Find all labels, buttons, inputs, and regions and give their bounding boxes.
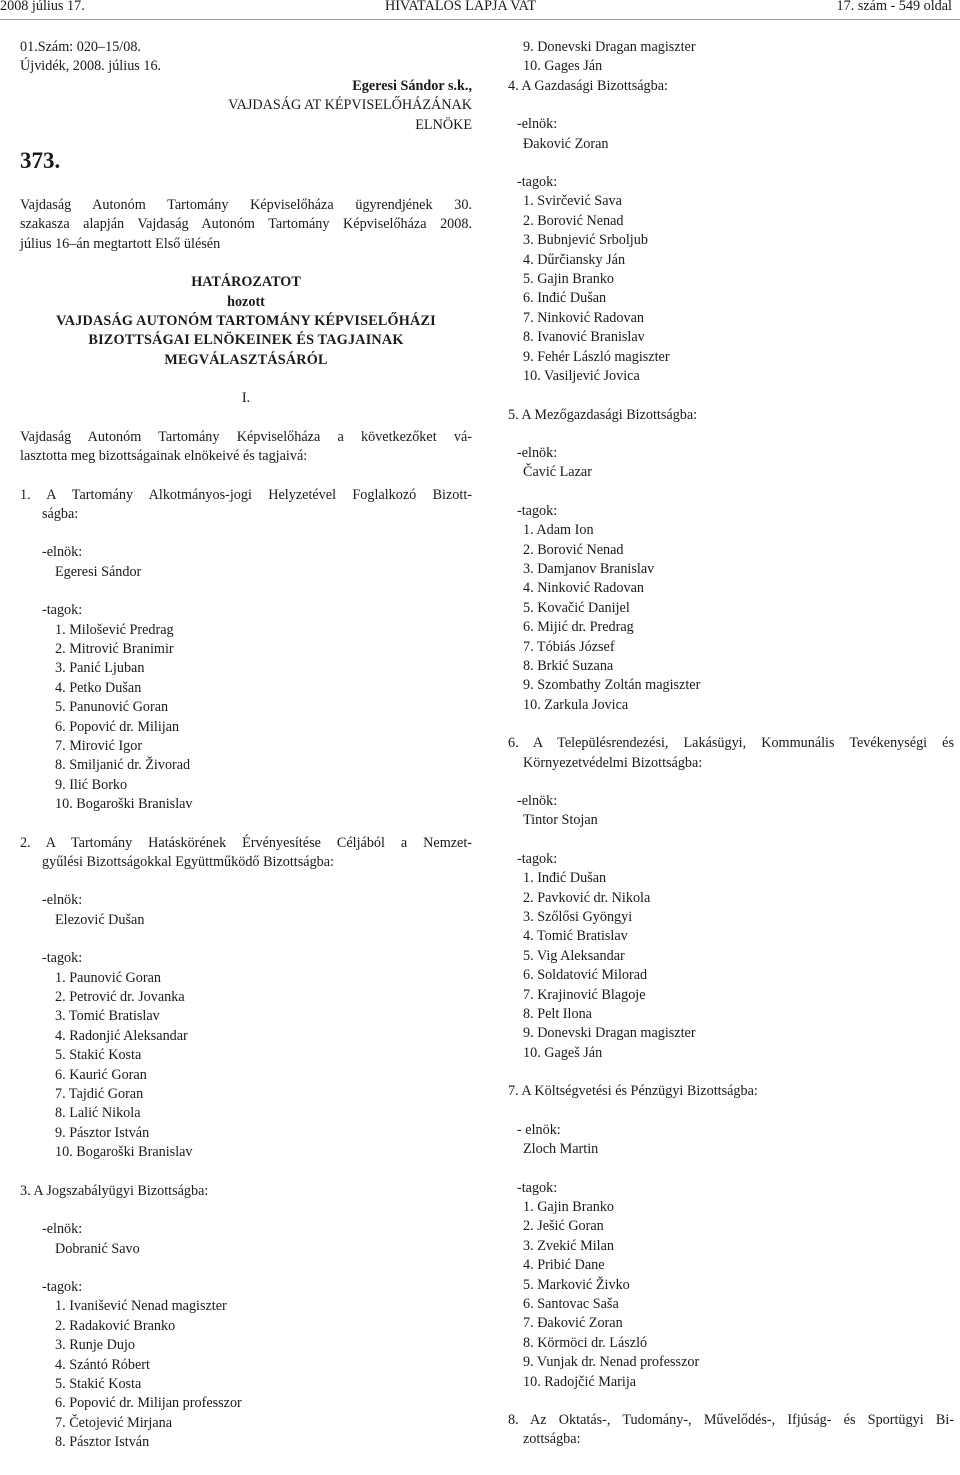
committee-3-chair: Dobranić Savo: [55, 1240, 140, 1257]
committee-7-members: [508, 1198, 954, 1392]
committee-1-heading-line1: 1. A Tartomány Alkotmányos-jogi Helyzetével Foglalkozó Bizott-: [20, 486, 472, 503]
reference-number: 01.Szám: 020–15/08.: [20, 39, 141, 55]
list-item: 1. Svirčević Sava: [523, 193, 622, 210]
list-item: 1. Milošević Predrag: [55, 621, 174, 638]
list-item: 1. Ivanišević Nenad magiszter: [55, 1298, 227, 1315]
committee-6-members: [508, 869, 954, 1063]
committee-8-heading-line1: 8. Az Oktatás-, Tudomány-, Művelődés-, Ifjúság- és Sportügyi Bi-: [508, 1411, 954, 1428]
committee-4-members-label: -tagok:: [517, 174, 558, 191]
list-item: 8. Lalić Nikola: [55, 1105, 141, 1122]
committee-7-heading: 7. A Költségvetési és Pénzügyi Bizottságba:: [508, 1083, 758, 1100]
list-item: 7. Tajdić Goran: [55, 1086, 144, 1103]
list-item: 10. Bogaroški Branislav: [55, 1144, 193, 1161]
list-item: 10. Gages Ján: [523, 58, 603, 75]
list-item: 2. Borović Nenad: [523, 212, 624, 229]
committee-2-members-label: -tagok:: [42, 950, 83, 967]
list-item: 4. Szántó Róbert: [55, 1356, 150, 1373]
decision-subject-line2: BIZOTTSÁGAI ELNÖKEINEK ÉS TAGJAINAK: [88, 332, 404, 349]
list-item: 1. Inđić Dušan: [523, 870, 607, 887]
committee-1-heading-line2: ságba:: [42, 505, 79, 522]
committee-2-heading-line1: 2. A Tartomány Hatáskörének Érvényesítése Céljából a Nemzet-: [20, 834, 472, 851]
list-item: 6. Mijić dr. Predrag: [523, 619, 634, 636]
list-item: 6. Popović dr. Milijan professzor: [55, 1395, 242, 1412]
signer-title-line2: ELNÖKE: [415, 116, 472, 133]
list-item: 7. Krajinović Blagoje: [523, 986, 646, 1003]
list-item: 9. Fehér László magiszter: [523, 348, 670, 365]
left-column: [20, 38, 472, 1453]
list-item: 2. Petrović dr. Jovanka: [55, 989, 185, 1006]
paragraph-line1: Vajdaság Autonóm Tartomány Képviselőháza a következőket vá-: [20, 428, 472, 445]
committee-6-heading-line2: Környezetvédelmi Bizottságba:: [523, 754, 703, 771]
list-item: 6. Santovac Saša: [523, 1295, 619, 1312]
list-item: 6. Inđić Dušan: [523, 290, 607, 307]
committee-6-members-label: -tagok:: [517, 850, 558, 867]
list-item: 5. Gajin Branko: [523, 271, 615, 288]
list-item: 8. Körmöci dr. László: [523, 1334, 648, 1351]
list-item: 3. Panić Ljuban: [55, 660, 145, 677]
list-item: 10. Radojčić Marija: [523, 1373, 637, 1390]
committee-1-members-label: -tagok:: [42, 602, 83, 619]
committee-4-chair-label: -elnök:: [517, 116, 558, 133]
committee-5-chair: Čavić Lazar: [523, 464, 592, 481]
list-item: 8. Pásztor István: [55, 1434, 150, 1451]
committee-3-members-label: -tagok:: [42, 1278, 83, 1295]
committee-3-members: [20, 1297, 472, 1452]
list-item: 3. Runje Dujo: [55, 1337, 135, 1354]
signer-name: Egeresi Sándor s.k.,: [352, 77, 472, 94]
list-item: 3. Szőlősi Gyöngyi: [523, 909, 633, 926]
document-number: 373.: [20, 148, 61, 174]
committee-4-members: [508, 192, 954, 386]
committee-6-chair-label: -elnök:: [517, 793, 558, 809]
committee-4-heading: 4. A Gazdasági Bizottságba:: [508, 77, 668, 94]
committee-6-chair: Tintor Stojan: [523, 812, 598, 829]
committee-4-chair: Đaković Zoran: [523, 135, 609, 152]
list-item: 3. Zvekić Milan: [523, 1237, 615, 1254]
committee-2-chair: Elezović Dušan: [55, 911, 145, 928]
list-item: 9. Pásztor István: [55, 1124, 150, 1141]
list-item: 2. Radaković Branko: [55, 1317, 176, 1334]
right-column: [508, 38, 954, 1450]
list-item: 5. Marković Živko: [523, 1276, 630, 1293]
list-item: 2. Ješić Goran: [523, 1218, 604, 1235]
committee-1-chair-label: -elnök:: [42, 544, 83, 561]
list-item: 7. Mirović Igor: [55, 737, 143, 754]
header-date: 2008 július 17.: [0, 0, 85, 14]
list-item: 9. Szombathy Zoltán magiszter: [523, 677, 701, 694]
committee-7-chair: Zloch Martin: [523, 1141, 599, 1158]
list-item: 10. Zarkula Jovica: [523, 696, 629, 713]
committee-5-chair-label: -elnök:: [517, 444, 558, 461]
committee-1-chair: Egeresi Sándor: [55, 563, 142, 580]
list-item: 5. Vig Aleksandar: [523, 947, 625, 964]
intro-line1: Vajdaság Autonóm Tartomány Képviselőháza ügyrendjének 30.: [20, 197, 472, 214]
decision-subject-line1: VAJDASÁG AUTONÓM TARTOMÁNY KÉPVISELŐHÁZI: [56, 313, 436, 330]
list-item: 1. Gajin Branko: [523, 1198, 615, 1215]
committee-3-members-continued: [508, 38, 954, 77]
paragraph-line2: lasztotta meg bizottságainak elnökeivé és tagjaivá:: [20, 448, 308, 465]
list-item: 9. Donevski Dragan magiszter: [523, 1025, 696, 1042]
list-item: 8. Smiljanić dr. Živorad: [55, 757, 191, 774]
list-item: 2. Pavković dr. Nikola: [523, 889, 651, 906]
decision-subject-line3: MEGVÁLASZTÁSÁRÓL: [164, 351, 328, 368]
list-item: 9. Donevski Dragan magiszter: [523, 39, 696, 55]
list-item: 10. Bogaroški Branislav: [55, 796, 193, 813]
list-item: 2. Borović Nenad: [523, 541, 624, 558]
list-item: 3. Damjanov Branislav: [523, 560, 655, 577]
committee-6-heading-line1: 6. A Településrendezési, Lakásügyi, Kommunális Tevékenységi és: [508, 735, 954, 752]
section-roman-numeral: I.: [241, 390, 251, 407]
list-item: 9. Ilić Borko: [55, 776, 128, 793]
intro-line2: szakasza alapján Vajdaság Autonóm Tartomány Képviselőháza 2008.: [20, 216, 472, 233]
list-item: 8. Pelt Ilona: [523, 1006, 592, 1023]
decision-title: HATÁROZATOT: [191, 274, 301, 291]
list-item: 10. Vasiljević Jovica: [523, 368, 640, 385]
list-item: 6. Kaurić Goran: [55, 1066, 147, 1083]
list-item: 4. Petko Dušan: [55, 679, 142, 696]
committee-7-chair-label: - elnök:: [517, 1121, 561, 1138]
intro-line3: július 16–án megtartott Első ülésén: [20, 235, 221, 252]
list-item: 7. Ninković Radovan: [523, 309, 644, 326]
committee-7-members-label: -tagok:: [517, 1179, 558, 1196]
list-item: 1. Paunović Goran: [55, 969, 161, 986]
committee-1-members: [20, 621, 472, 815]
list-item: 7. Četojević Mirjana: [55, 1414, 173, 1431]
list-item: 5. Kovačić Danijel: [523, 599, 630, 616]
committee-2-chair-label: -elnök:: [42, 892, 83, 909]
committee-8-heading-line2: zottságba:: [523, 1431, 581, 1448]
list-item: 6. Popović dr. Milijan: [55, 718, 180, 735]
committee-3-chair-label: -elnök:: [42, 1221, 83, 1238]
list-item: 10. Gageš Ján: [523, 1044, 603, 1061]
committee-5-members: [508, 521, 954, 715]
list-item: 9. Vunjak dr. Nenad professzor: [523, 1354, 700, 1371]
committee-3-heading: 3. A Jogszabályügyi Bizottságba:: [20, 1182, 209, 1199]
list-item: 5. Panunović Goran: [55, 699, 169, 716]
header-publication: HIVATALOS LAPJA VAT: [385, 0, 537, 14]
list-item: 4. Pribić Dane: [523, 1257, 605, 1274]
list-item: 4. Tomić Bratislav: [523, 928, 628, 945]
list-item: 7. Tóbiás József: [523, 638, 615, 655]
list-item: 3. Bubnjević Srboljub: [523, 232, 648, 249]
decision-hozott: hozott: [227, 293, 265, 310]
header-rule: [0, 19, 960, 20]
list-item: 3. Tomić Bratislav: [55, 1008, 160, 1025]
list-item: 5. Stakić Kosta: [55, 1375, 142, 1392]
list-item: 8. Ivanović Branislav: [523, 329, 645, 346]
header-issue-page: 17. szám - 549 oldal: [836, 0, 952, 14]
list-item: 4. Ninković Radovan: [523, 580, 644, 597]
committee-5-heading: 5. A Mezőgazdasági Bizottságba:: [508, 406, 698, 423]
list-item: 2. Mitrović Branimir: [55, 640, 174, 657]
list-item: 1. Adam Ion: [523, 522, 594, 539]
list-item: 8. Brkić Suzana: [523, 657, 614, 674]
list-item: 7. Đaković Zoran: [523, 1315, 623, 1332]
committee-2-heading-line2: gyűlési Bizottságokkal Együttműködő Bizottságba:: [42, 854, 334, 870]
list-item: 4. Radonjić Aleksandar: [55, 1027, 188, 1044]
page-header: [0, 0, 960, 19]
committee-2-members: [20, 969, 472, 1163]
place-date: Újvidék, 2008. július 16.: [20, 58, 162, 75]
list-item: 4. Dűrčiansky Ján: [523, 251, 626, 268]
list-item: 6. Soldatović Milorad: [523, 967, 648, 984]
committee-5-members-label: -tagok:: [517, 502, 558, 519]
list-item: 5. Stakić Kosta: [55, 1047, 142, 1064]
signer-title-line1: VAJDASÁG AT KÉPVISELŐHÁZÁNAK: [228, 97, 472, 114]
